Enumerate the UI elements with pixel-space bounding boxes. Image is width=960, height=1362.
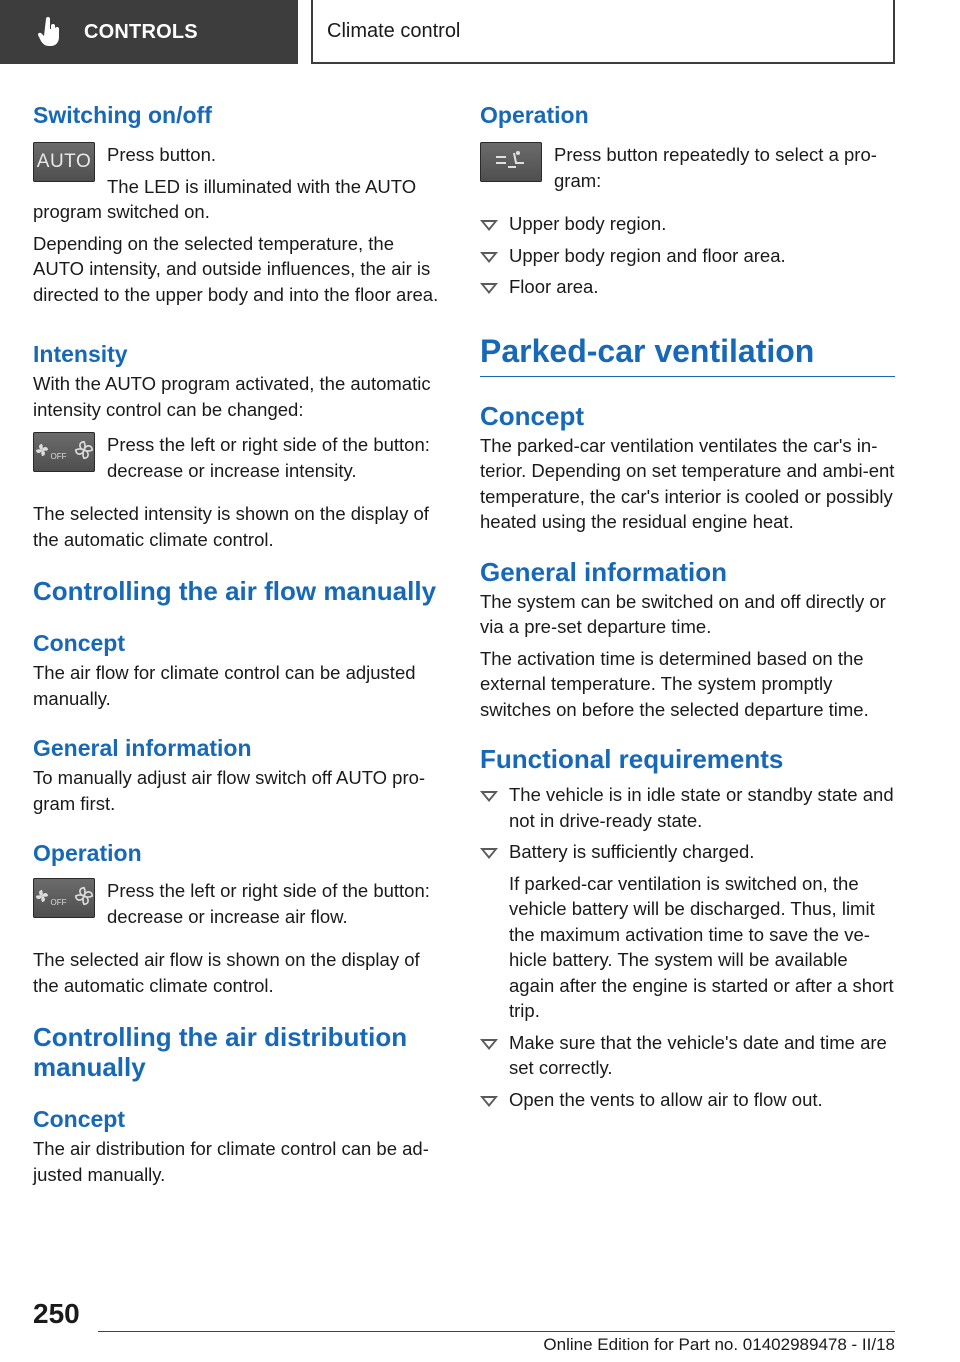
intensity-shown-text: The selected intensity is shown on the display of the automatic climate control. bbox=[33, 503, 429, 550]
intensity-button-row bbox=[33, 432, 448, 483]
list-item: Upper body region. bbox=[480, 211, 895, 237]
auto-button-image bbox=[33, 142, 95, 182]
list-item: The vehicle is in idle state or standby state and not in drive-ready state. bbox=[480, 782, 895, 833]
heading-parked-car: Parked-car ventilation bbox=[480, 330, 895, 377]
section-label: CONTROLS bbox=[84, 20, 198, 43]
heading-functional-requirements: Functional requirements bbox=[480, 744, 784, 774]
list-item: Battery is sufficiently charged. If parked-car ventilation is switched on, the vehicle battery will be discharged. Thus, limit the maximum activation time to save the ve-hicle battery. The system will be available again after the engine is started or after a short trip. bbox=[480, 839, 895, 1024]
operation-right-text: Press button repeatedly to select a pro-gram: bbox=[554, 144, 877, 191]
heading-switching: Switching on/off bbox=[33, 102, 212, 128]
page-number: 250 bbox=[33, 1298, 80, 1329]
general-text: To manually adjust air flow switch off AUTO pro-gram first. bbox=[33, 767, 426, 814]
left-column bbox=[33, 100, 448, 1187]
heading-general-right: General information bbox=[480, 556, 728, 587]
dist-concept-text: The air distribution for climate control can be ad-justed manually. bbox=[33, 1138, 429, 1185]
concept-text: The air flow for climate control can be adjusted manually. bbox=[33, 662, 416, 709]
intensity-press-text: Press the left or right side of the button: decrease or increase intensity. bbox=[107, 434, 430, 481]
list-item: Open the vents to allow air to flow out. bbox=[480, 1087, 895, 1113]
bullet-triangle-icon bbox=[480, 220, 498, 231]
footer-divider bbox=[98, 1331, 895, 1332]
press-button-text: Press button. bbox=[107, 144, 217, 165]
fan-large-icon bbox=[73, 439, 95, 466]
general-right-text-2: The activation time is determined based on the external temperature. The system promptly switches on before the selected departure time. bbox=[480, 647, 869, 720]
heading-dist-concept: Concept bbox=[33, 1106, 125, 1132]
heading-operation: Operation bbox=[33, 840, 142, 866]
fan-small-icon bbox=[34, 442, 50, 463]
bullet-triangle-icon bbox=[480, 283, 498, 294]
operation-shown-text: The selected air flow is shown on the display of the automatic climate control. bbox=[33, 949, 420, 996]
fan-off-label: OFF bbox=[50, 451, 67, 461]
edition-text: Online Edition for Part no. 01402989478 - II/18 bbox=[543, 1335, 895, 1354]
bullet-triangle-icon bbox=[480, 791, 498, 802]
list-item: Make sure that the vehicle's date and time are set correctly. bbox=[480, 1030, 895, 1081]
program-list bbox=[480, 211, 895, 300]
distribution-button-image bbox=[480, 142, 542, 182]
heading-operation-right: Operation bbox=[480, 102, 589, 128]
heading-concept: Concept bbox=[33, 630, 125, 656]
req-2-note: If parked-car ventilation is switched on, the vehicle battery will be discharged. Thus, limit the maximum activation time to save the ve-hicle battery. The system will be available again after the engine is started or after a short trip. bbox=[509, 872, 894, 1021]
right-column bbox=[480, 100, 895, 1112]
fan-small-icon-2 bbox=[34, 888, 50, 909]
heading-general: General information bbox=[33, 735, 252, 761]
depending-text: Depending on the selected temperature, the AUTO intensity, and outside influences, the air is directed to the upper body and into the floor area. bbox=[33, 232, 439, 305]
list-item: Floor area. bbox=[480, 274, 895, 300]
heading-distribution: Controlling the air distribution manually bbox=[33, 1022, 408, 1082]
heading-intensity: Intensity bbox=[33, 341, 128, 367]
list-item: Upper body region and floor area. bbox=[480, 243, 895, 269]
chapter-label: Climate control bbox=[327, 19, 461, 42]
bullet-triangle-icon bbox=[480, 848, 498, 859]
distribution-button-row bbox=[480, 142, 895, 193]
heading-manual-flow: Controlling the air flow manually bbox=[33, 576, 437, 606]
airflow-button-image bbox=[33, 878, 95, 918]
fan-large-icon-2 bbox=[73, 885, 95, 912]
bullet-triangle-icon bbox=[480, 1096, 498, 1107]
bullet-triangle-icon bbox=[480, 252, 498, 263]
hand-pointer-icon bbox=[38, 16, 66, 48]
operation-press-text: Press the left or right side of the button: decrease or increase air flow. bbox=[107, 880, 430, 927]
airflow-button-row bbox=[33, 878, 448, 929]
concept-right-text: The parked-car ventilation ventilates the car's in-terior. Depending on set temperature and ambi-ent temperature, the car's interior is cooled or possibly heated using the residual engine heat. bbox=[480, 434, 895, 532]
chapter-tab bbox=[311, 0, 895, 64]
auto-button-label: AUTO bbox=[36, 151, 92, 172]
bullet-triangle-icon bbox=[480, 1039, 498, 1050]
page-header bbox=[0, 0, 960, 66]
section-tab bbox=[0, 0, 298, 64]
fan-off-label-2: OFF bbox=[50, 897, 67, 907]
intensity-text: With the AUTO program activated, the automatic intensity control can be changed: bbox=[33, 373, 431, 420]
requirements-list bbox=[480, 782, 895, 1112]
led-text-2: program switched on. bbox=[33, 201, 210, 222]
auto-button-row bbox=[33, 142, 448, 199]
heading-concept-right: Concept bbox=[480, 400, 584, 431]
led-text-1: The LED is illuminated with the AUTO bbox=[107, 175, 417, 197]
seat-airflow-icon bbox=[494, 149, 528, 176]
general-right-text-1: The system can be switched on and off directly or via a pre-set departure time. bbox=[480, 590, 886, 637]
fan-button-image bbox=[33, 432, 95, 472]
